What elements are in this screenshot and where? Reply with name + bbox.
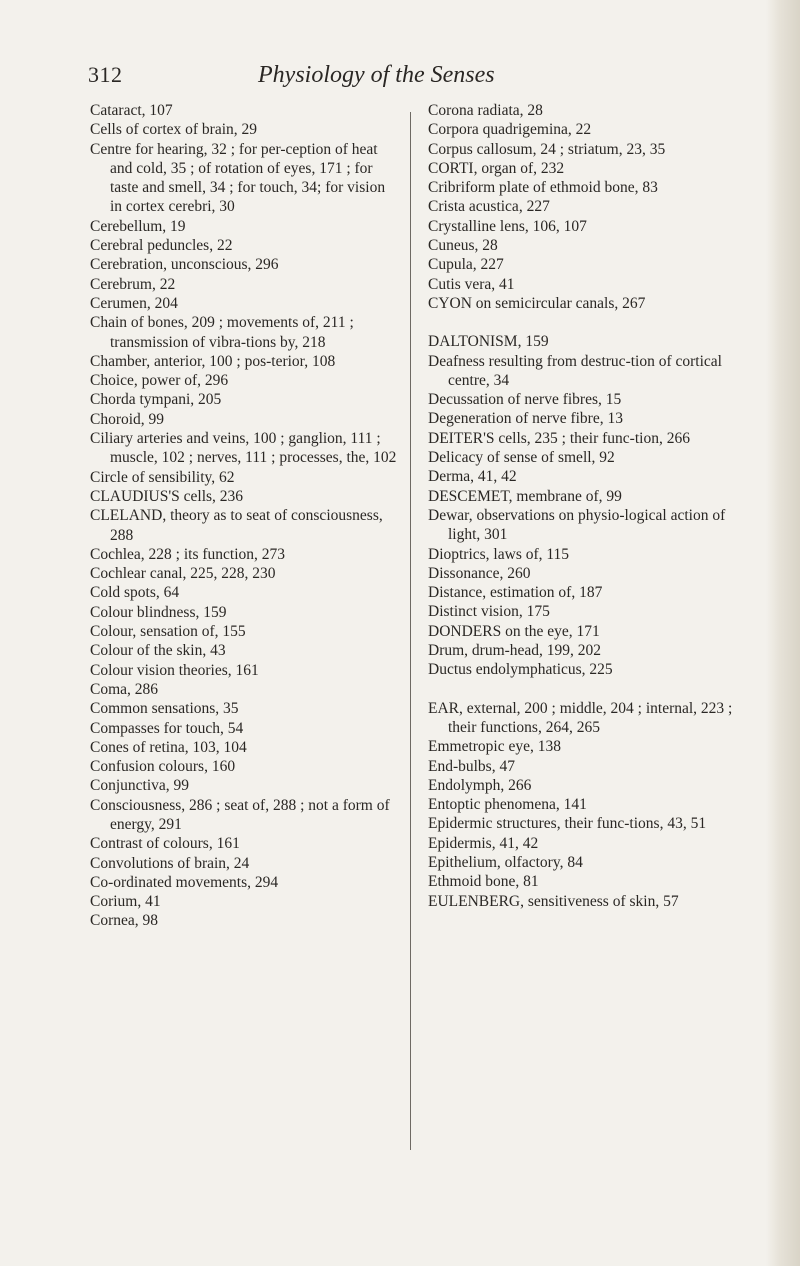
index-entry: Dioptrics, laws of, 115 bbox=[428, 545, 570, 563]
index-entry: Compasses for touch, 54 bbox=[90, 719, 244, 737]
index-entry: Degeneration of nerve fibre, 13 bbox=[428, 410, 623, 428]
index-entry: Choice, power of, 296 bbox=[90, 372, 229, 390]
index-entry: Cerumen, 204 bbox=[90, 294, 178, 312]
index-entry: Delicacy of sense of smell, 92 bbox=[428, 449, 615, 467]
index-entry: Coma, 286 bbox=[90, 680, 159, 698]
index-entry: Cataract, 107 bbox=[90, 102, 173, 119]
index-entry: Drum, drum-head, 199, 202 bbox=[428, 642, 602, 660]
index-entry: Distinct vision, 175 bbox=[428, 603, 550, 621]
index-entry: Co-ordinated movements, 294 bbox=[90, 873, 279, 891]
index-entry: Chain of bones, 209 ; movements of, 211 ; transmission of vibra-tions by, 218 bbox=[90, 314, 354, 351]
index-entry: Convolutions of brain, 24 bbox=[90, 854, 250, 872]
index-entry: Dissonance, 260 bbox=[428, 564, 531, 582]
index-entry: DEITER'S cells, 235 ; their func-tion, 266 bbox=[428, 429, 690, 447]
index-entry: Derma, 41, 42 bbox=[428, 468, 517, 486]
index-entry: Distance, estimation of, 187 bbox=[428, 584, 603, 602]
index-entry: CYON on semicircular canals, 267 bbox=[428, 294, 646, 312]
index-entry: Colour blindness, 159 bbox=[90, 603, 227, 621]
index-entry: Cerebrum, 22 bbox=[90, 275, 176, 293]
index-entry: Ethmoid bone, 81 bbox=[428, 873, 539, 891]
index-entry: Deafness resulting from destruc-tion of cortical centre, 34 bbox=[428, 352, 722, 389]
index-entry: Corpus callosum, 24 ; striatum, 23, 35 bbox=[428, 140, 666, 158]
index-entry: CORTI, organ of, 232 bbox=[428, 159, 565, 177]
index-entry: Colour, sensation of, 155 bbox=[90, 623, 246, 641]
index-entry: Cornea, 98 bbox=[90, 912, 159, 930]
page-number: 312 bbox=[88, 62, 123, 87]
index-entry: DESCEMET, membrane of, 99 bbox=[428, 487, 622, 505]
index-entry: CLAUDIUS'S cells, 236 bbox=[90, 487, 244, 505]
index-entry: Epithelium, olfactory, 84 bbox=[428, 853, 583, 871]
index-entry: Cribriform plate of ethmoid bone, 83 bbox=[428, 179, 658, 197]
index-entry: Choroid, 99 bbox=[90, 410, 165, 428]
index-entry: Decussation of nerve fibres, 15 bbox=[428, 391, 622, 409]
index-entry: Corpora quadrigemina, 22 bbox=[428, 121, 592, 139]
index-entry: EULENBERG, sensitiveness of skin, 57 bbox=[428, 892, 679, 910]
index-entry: Consciousness, 286 ; seat of, 288 ; not a form of energy, 291 bbox=[90, 796, 390, 833]
index-entry: Colour vision theories, 161 bbox=[90, 661, 259, 679]
index-entry: DONDERS on the eye, 171 bbox=[428, 622, 600, 640]
index-entry: EAR, external, 200 ; middle, 204 ; internal, 223 ; their functions, 264, 265 bbox=[428, 699, 733, 736]
index-entry: Contrast of colours, 161 bbox=[90, 835, 240, 853]
index-entry: Circle of sensibility, 62 bbox=[90, 468, 235, 486]
index-entry: Dewar, observations on physio-logical action of light, 301 bbox=[428, 506, 726, 544]
index-entry: Cuneus, 28 bbox=[428, 237, 498, 255]
index-entry: CLELAND, theory as to seat of consciousness, 288 bbox=[90, 507, 383, 544]
index-entry: Cells of cortex of brain, 29 bbox=[90, 121, 258, 139]
index-entry: Centre for hearing, 32 ; for per-ception of heat and cold, 35 ; of rotation of eyes, 171 ; for taste and smell, 34 ; for touch, 34; for vision in cortex cerebri, 30 bbox=[90, 140, 386, 216]
index-entry: Ductus endolymphaticus, 225 bbox=[428, 661, 613, 679]
index-entry: Epidermic structures, their func-tions, 43, 51 bbox=[428, 815, 707, 833]
index-entry: Epidermis, 41, 42 bbox=[428, 834, 539, 852]
index-column-right bbox=[428, 101, 758, 911]
index-entry: Emmetropic eye, 138 bbox=[428, 738, 561, 756]
page-header bbox=[88, 62, 728, 96]
index-entry: Common sensations, 35 bbox=[90, 700, 239, 718]
index-entry: Cerebral peduncles, 22 bbox=[90, 237, 233, 255]
index-entry: Cutis vera, 41 bbox=[428, 275, 515, 293]
index-entry: Conjunctiva, 99 bbox=[90, 777, 190, 795]
running-title: Physiology of the Senses bbox=[258, 62, 495, 88]
index-entry: Endolymph, 266 bbox=[428, 776, 532, 794]
index-entry: Cones of retina, 103, 104 bbox=[90, 738, 247, 756]
index-column-left bbox=[90, 101, 398, 931]
index-entry: Entoptic phenomena, 141 bbox=[428, 796, 587, 814]
index-entry: Chamber, anterior, 100 ; pos-terior, 108 bbox=[90, 352, 336, 370]
index-entry: Cupula, 227 bbox=[428, 256, 504, 274]
index-entry: Cerebration, unconscious, 296 bbox=[90, 256, 279, 274]
index-entry: Cold spots, 64 bbox=[90, 584, 180, 602]
index-entry: Corona radiata, 28 bbox=[428, 102, 543, 119]
section-gap bbox=[428, 313, 758, 332]
index-entry: Chorda tympani, 205 bbox=[90, 391, 222, 409]
index-entry: DALTONISM, 159 bbox=[428, 333, 549, 351]
index-entry: End-bulbs, 47 bbox=[428, 757, 515, 775]
index-entry: Corium, 41 bbox=[90, 893, 161, 911]
index-entry: Ciliary arteries and veins, 100 ; ganglion, 111 ; muscle, 102 ; nerves, 111 ; processes, the, 102 bbox=[90, 430, 397, 467]
index-entry: Cerebellum, 19 bbox=[90, 217, 186, 235]
page-edge-shadow bbox=[766, 0, 800, 1266]
index-entry: Confusion colours, 160 bbox=[90, 758, 236, 776]
index-entry: Cochlear canal, 225, 228, 230 bbox=[90, 565, 276, 583]
index-entry: Cochlea, 228 ; its function, 273 bbox=[90, 545, 286, 563]
index-entry: Crystalline lens, 106, 107 bbox=[428, 217, 587, 235]
index-entry: Crista acustica, 227 bbox=[428, 198, 550, 216]
column-divider bbox=[410, 112, 411, 1150]
index-entry: Colour of the skin, 43 bbox=[90, 642, 226, 660]
section-gap bbox=[428, 680, 758, 699]
